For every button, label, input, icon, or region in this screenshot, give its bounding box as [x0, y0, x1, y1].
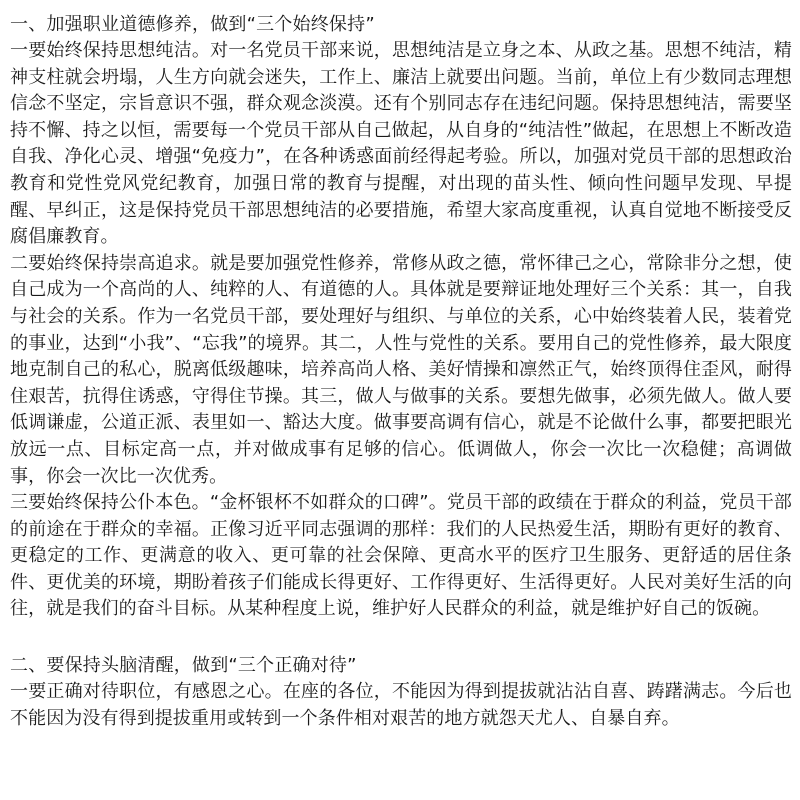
- section-1-paragraph-3: 三要始终保持公仆本色。“金杯银杯不如群众的口碑”。党员干部的政绩在于群众的利益，党员干部的前途在于群众的幸福。正像习近平同志强调的那样：我们的人民热爱生活，期盼有更好的教育、更稳定的工作、更满意的收入、更可靠的社会保障、更高水平的医疗卫生服务、更舒适的居住条件、更优美的环境，期盼着孩子们能成长得更好、工作得更好、生活得更好。人民对美好生活的向往，就是我们的奋斗目标。从某种程度上说，维护好人民群众的利益，就是维护好自己的饭碗。: [10, 492, 792, 620]
- section-spacer: [10, 623, 792, 649]
- section-1-paragraph-1: 一要始终保持思想纯洁。对一名党员干部来说，思想纯洁是立身之本、从政之基。思想不纯洁，精神支柱就会坍塌，人生方向就会迷失，工作上、廉洁上就要出问题。当前，单位上有少数同志理想信念不坚定，宗旨意识不强，群众观念淡漠。还有个别同志存在违纪问题。保持思想纯洁，需要坚持不懈、持之以恒，需要每一个党员干部从自己做起，从自身的“纯洁性”做起，在思想上不断改造自我、净化心灵、增强“免疫力”，在各种诱惑面前经得起考验。所以，加强对党员干部的思想政治教育和党性党风党纪教育，加强日常的教育与提醒，对出现的苗头性、倾向性问题早发现、早提醒、早纠正，这是保持党员干部思想纯洁的必要措施，希望大家高度重视，认真自觉地不断接受反腐倡廉教育。: [10, 40, 792, 248]
- section-2-paragraph-1: 一要正确对待职位，有感恩之心。在座的各位，不能因为得到提拔就沾沾自喜、踌躇满志。今后也不能因为没有得到提拔重用或转到一个条件相对艰苦的地方就怨天尤人、自暴自弃。: [10, 681, 792, 729]
- section-1-paragraph-2: 二要始终保持崇高追求。就是要加强党性修养，常修从政之德，常怀律己之心，常除非分之想，使自己成为一个高尚的人、纯粹的人、有道德的人。具体就是要辩证地处理好三个关系：其一，自我与社会的关系。作为一名党员干部，要处理好与组织、与单位的关系，心中始终装着人民，装着党的事业，达到“小我”、“忘我”的境界。其二，人性与党性的关系。要用自己的党性修养，最大限度地克制自己的私心，脱离低级趣味，培养高尚人格、美好情操和凛然正气，始终顶得住歪风，耐得住艰苦，抗得住诱惑，守得住节操。其三，做人与做事的关系。要想先做事，必须先做人。做人要低调谦虚，公道正派、表里如一、豁达大度。做事要高调有信心，就是不论做什么事，都要把眼光放远一点、目标定高一点，并对做成事有足够的信心。低调做人，你会一次比一次稳健；高调做事，你会一次比一次优秀。: [10, 252, 792, 487]
- section-2-heading: 二、要保持头脑清醒，做到“三个正确对待”: [10, 655, 357, 677]
- section-1-heading: 一、加强职业道德修养，做到“三个始终保持”: [10, 14, 375, 35]
